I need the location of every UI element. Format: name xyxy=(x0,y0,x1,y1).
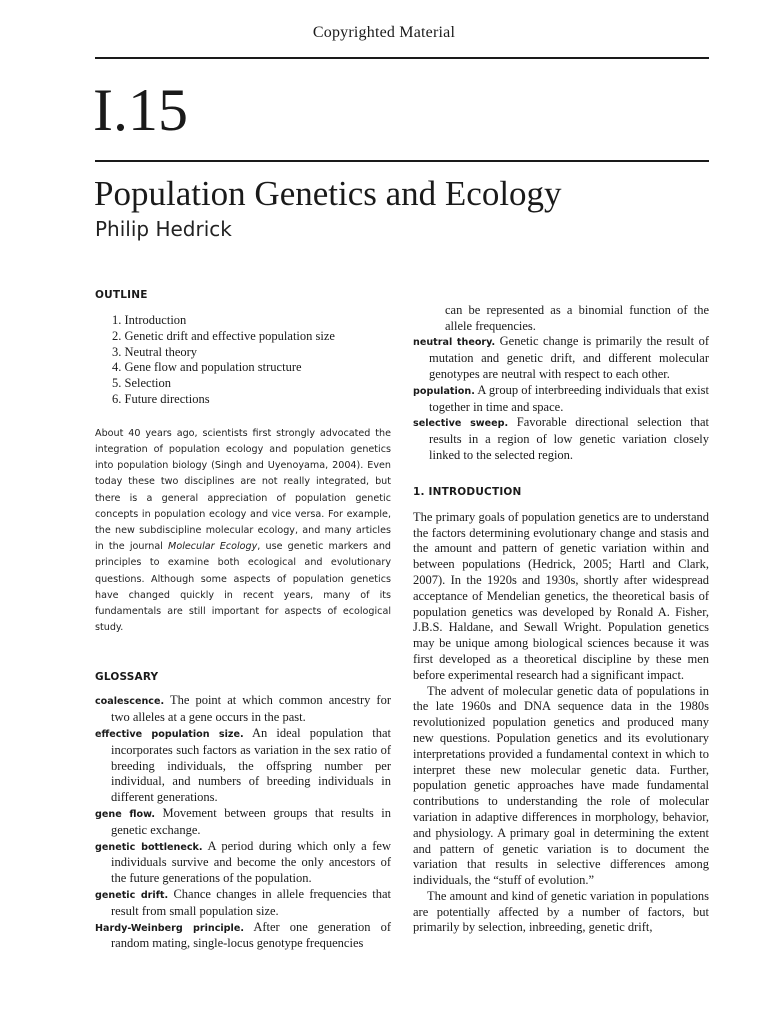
outline-item: 4. Gene flow and population structure xyxy=(112,360,302,375)
glossary-definition: Favorable directional selection that results in a region of low genetic variation closely linked to the selected region. xyxy=(429,415,709,462)
glossary-heading: GLOSSARY xyxy=(95,671,159,684)
body-paragraph: The primary goals of population genetics are to understand the factors determining evolutionary change and stasis and the amount and pattern of genetic variation within and between populations (Hedrick, 2005; Hartl and Clark, 2007). In the 1920s and 1930s, shortly after widespread acceptance of Mendelian genetics, the theoretical basis of population genetics was developed by Ronald A. Fisher, J.B.S. Haldane, and Sewall Wright. Population genetics may be unique among biological sciences because it was first developed as a theoretical discipline by these men before experimental research had a significant impact. xyxy=(413,509,709,682)
glossary-term: genetic bottleneck. xyxy=(95,841,203,853)
body-paragraph: The amount and kind of genetic variation in populations are potentially affected by a number of factors, but primarily by selection, inbreeding, genetic drift, xyxy=(413,888,709,935)
glossary-term: selective sweep. xyxy=(413,418,509,430)
glossary-term: effective population size. xyxy=(95,729,244,741)
outline-item: 3. Neutral theory xyxy=(112,344,198,359)
outline-list xyxy=(95,313,391,408)
journal-title: Molecular Ecology xyxy=(168,541,258,553)
glossary-definition: Chance changes in allele frequencies that result from small population size. xyxy=(111,886,392,918)
top-rule xyxy=(95,57,709,59)
chapter-number: I.15 xyxy=(93,77,188,143)
glossary-term: Hardy-Weinberg principle. xyxy=(95,922,244,934)
abstract-text-1: About 40 years ago, scientists first strongly advocated the integration of population ecology and population genetics into population biology (Singh and Uyenoyama, 2004). Even today these two disciplines are not really integrated, but there is a general appreciation of population genetic concepts in population ecology and vice versa. For example, the new subdiscipline molecular ecology, and many articles in the journal xyxy=(95,427,391,553)
glossary-term: population. xyxy=(413,385,475,397)
left-column xyxy=(95,287,391,952)
glossary-left xyxy=(95,693,391,952)
glossary-term: coalescence. xyxy=(95,696,165,708)
outline-item: 6. Future directions xyxy=(112,391,210,406)
glossary-entry xyxy=(95,839,391,887)
glossary-entry xyxy=(413,383,709,416)
glossary-term: gene flow. xyxy=(95,809,156,820)
introduction-heading: 1. INTRODUCTION xyxy=(413,485,522,498)
outline-item: 1. Introduction xyxy=(112,313,187,327)
chapter-title: Population Genetics and Ecology xyxy=(94,174,562,213)
outline-heading: OUTLINE xyxy=(95,289,148,301)
glossary-entry xyxy=(413,334,709,382)
author-name: Philip Hedrick xyxy=(95,217,232,241)
introduction-body xyxy=(413,510,709,937)
right-column xyxy=(413,287,709,936)
glossary-entry xyxy=(95,693,391,726)
glossary-definition: A group of interbreeding individuals that exist together in time and space. xyxy=(429,382,709,414)
glossary-definition: The point at which common ancestry for two alleles at a gene occurs in the past. xyxy=(111,693,391,725)
glossary-continuation xyxy=(413,287,709,334)
glossary-definition: An ideal population that incorporates such factors as variation in the sex ratio of breeding individuals, the offspring number per individual, and numbers of breeding individuals in different generations. xyxy=(111,726,392,805)
abstract-text-2: , use genetic markers and principles to examine both ecological and evolutionary questions. Although some aspects of population genetics have changed quickly in recent years, many of its fundamentals are still important for aspects of ecological study. xyxy=(95,541,391,634)
glossary-definition: A period during which only a few individuals survive and become the only ancestors of the future generations of the population. xyxy=(111,838,391,886)
glossary-definition: Genetic change is primarily the result of mutation and genetic drift, and different molecular genotypes are neutral with respect to each other. xyxy=(429,334,709,381)
outline-item: 2. Genetic drift and effective population size xyxy=(112,328,335,343)
glossary-entry xyxy=(95,920,391,953)
glossary-term: genetic drift. xyxy=(95,889,169,901)
glossary-definition: After one generation of random mating, single-locus genotype frequencies xyxy=(111,919,391,951)
glossary-definition: can be represented as a binomial function of the allele frequencies. xyxy=(445,302,709,333)
copyright-notice: Copyrighted Material xyxy=(312,24,456,41)
glossary-entry xyxy=(95,726,391,806)
outline-item: 5. Selection xyxy=(112,376,172,391)
body-paragraph: The advent of molecular genetic data of populations in the late 1960s and DNA sequence data in the 1980s revolutionized population genetics and produced many new questions. Population genetics and its evolutionary interpretations provided a fundamental context in which to interpret these new molecular genetic data. Further, population genetic approaches have made fundamental contributions to understanding the role of molecular variation in adaptive differences in morphology, behavior, and physiology. A primary goal in determining the extent and pattern of genetic variation is to document the variation that results in selective differences among individuals, the “stuff of evolution.” xyxy=(413,683,709,888)
title-rule xyxy=(95,160,709,162)
glossary-term: neutral theory. xyxy=(413,337,496,349)
glossary-entry xyxy=(95,806,391,839)
glossary-entry xyxy=(413,415,709,463)
glossary-definition: Movement between groups that results in genetic exchange. xyxy=(111,806,391,837)
glossary-entry xyxy=(95,887,391,920)
abstract-paragraph xyxy=(95,426,391,637)
glossary-right xyxy=(413,334,709,463)
